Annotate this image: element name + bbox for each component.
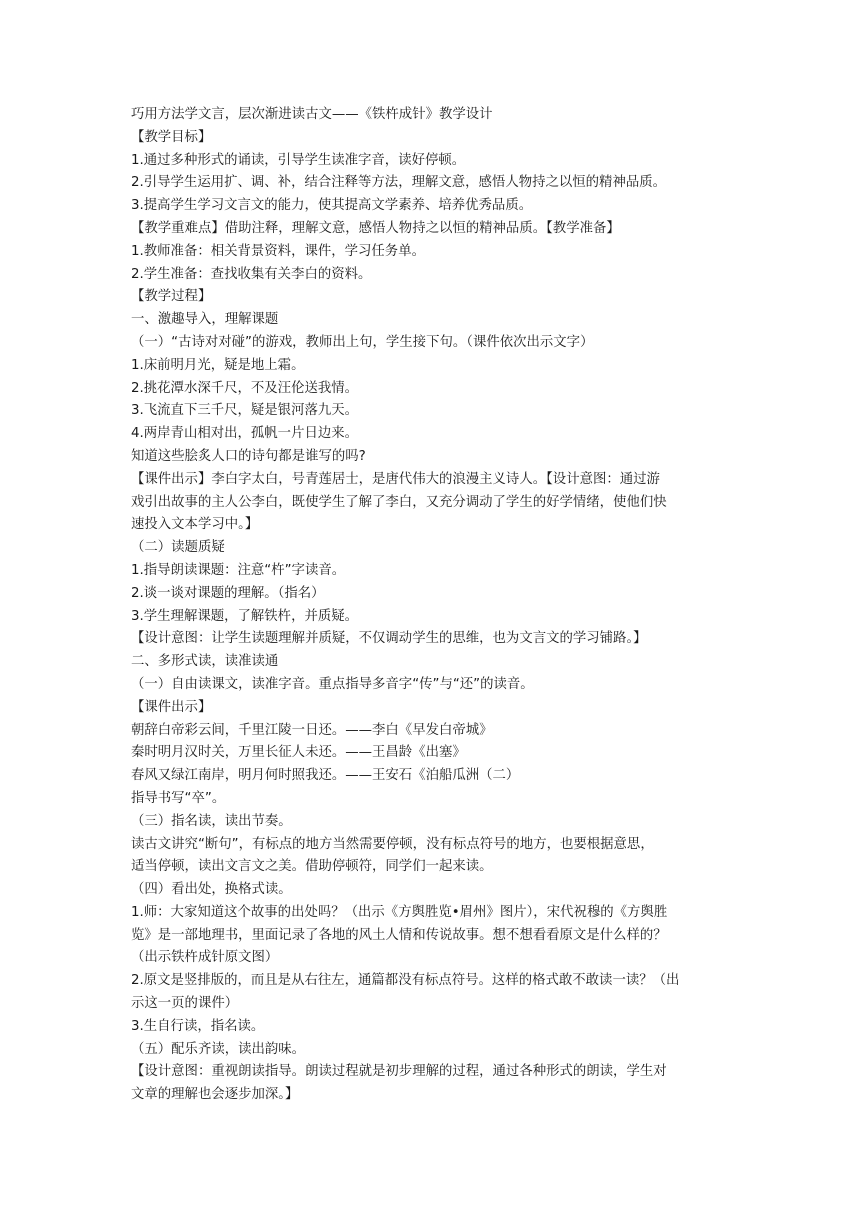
- text-line: 3.学生理解课题，了解铁杵，并质疑。: [131, 608, 359, 624]
- text-line: 朝辞白帝彩云间，千里江陵一日还。——李白《早发白帝城》: [131, 722, 493, 738]
- text-line: 2.谈一谈对课题的理解。（指名）: [131, 585, 325, 601]
- text-line: 一、激趣导入，理解课题: [131, 312, 279, 328]
- text-line: 适当停顿，读出文言文之美。借助停顿符，同学们一起来读。: [131, 859, 493, 875]
- text-line: （三）指名读，读出节奏。: [131, 813, 292, 829]
- text-line: （一）“古诗对对碰”的游戏，教师出上句，学生接下句。（课件依次出示文字）: [131, 334, 594, 350]
- text-line: 【课件出示】: [131, 699, 212, 715]
- text-line: 1.通过多种形式的诵读，引导学生读准字音，读好停顿。: [131, 152, 466, 168]
- document-body: [131, 104, 731, 1107]
- text-line: （出示铁杵成针原文图）: [131, 950, 279, 966]
- section-heading-process: 【教学过程】: [131, 289, 212, 305]
- text-line: 文章的理解也会逐步加深。】: [131, 1087, 299, 1103]
- text-line: （一）自由读课文，读准字音。重点指导多音字“传”与“还”的读音。: [131, 676, 534, 692]
- text-line: 【设计意图：让学生读题理解并质疑，不仅调动学生的思维，也为文言文的学习铺路。】: [131, 631, 647, 647]
- text-line: 二、多形式读，读准读通: [131, 654, 279, 670]
- text-line: 【设计意图：重视朗读指导。朗读过程就是初步理解的过程，通过各种形式的朗读，学生对: [131, 1064, 667, 1080]
- text-line: 读古文讲究“断句”，有标点的地方当然需要停顿，没有标点符号的地方，也要根据意思，: [131, 836, 654, 852]
- text-line: 3.生自行读，指名读。: [131, 1018, 265, 1034]
- text-line: 1.师：大家知道这个故事的出处吗？（出示《方舆胜览•眉州》图片），宋代祝穆的《方舆胜: [131, 904, 668, 920]
- text-line: 【课件出示】李白字太白，号青莲居士，是唐代伟大的浪漫主义诗人。【设计意图：通过游: [131, 471, 660, 487]
- text-line: 览》是一部地理书，里面记录了各地的风土人情和传说故事。想不想看看原文是什么样的？: [131, 927, 667, 943]
- text-line: 【教学重难点】借助注释，理解文意，感悟人物持之以恒的精神品质。【教学准备】: [131, 220, 620, 236]
- text-line: 秦时明月汉时关，万里长征人未还。——王昌龄《出塞》: [131, 745, 466, 761]
- text-line: 2.学生准备：查找收集有关李白的资料。: [131, 266, 372, 282]
- text-line: （四）看出处，换格式读。: [131, 882, 292, 898]
- text-line: 3.飞流直下三千尺，疑是银河落九天。: [131, 403, 359, 419]
- text-line: 速投入文本学习中。】: [131, 517, 259, 533]
- text-line: 春风又绿江南岸，明月何时照我还。——王安石《泊船瓜洲（二）: [131, 768, 520, 784]
- text-line: （五）配乐齐读，读出韵味。: [131, 1041, 306, 1057]
- text-line: 2.挑花潭水深千尺，不及汪伦送我情。: [131, 380, 359, 396]
- document-title: 巧用方法学文言，层次渐进读古文——《铁杵成针》教学设计: [131, 107, 493, 122]
- text-line: 知道这些脍炙人口的诗句都是谁写的吗?: [131, 448, 366, 464]
- text-line: 1.指导朗读课题：注意“杵”字读音。: [131, 562, 346, 578]
- text-line: 3.提高学生学习文言文的能力，使其提高文学素养、培养优秀品质。: [131, 198, 533, 214]
- section-heading-objectives: 【教学目标】: [131, 129, 212, 145]
- text-line: 2.引导学生运用扩、调、补，结合注释等方法，理解文意，感悟人物持之以恒的精神品质。: [131, 175, 667, 191]
- text-line: 指导书写“卒”。: [131, 790, 226, 806]
- text-line: 戏引出故事的主人公李白，既使学生了解了李白，又充分调动了学生的好学情绪，使他们快: [131, 494, 667, 510]
- text-line: 4.两岸青山相对出，孤帆一片日边来。: [131, 426, 359, 442]
- text-line: 2.原文是竖排版的，而且是从右往左，通篇都没有标点符号。这样的格式敢不敢读一读？（出: [131, 973, 680, 989]
- text-line: 1.教师准备：相关背景资料，课件，学习任务单。: [131, 243, 425, 259]
- text-line: 示这一页的课件）: [131, 996, 239, 1012]
- text-line: （二）读题质疑: [131, 540, 225, 556]
- text-line: 1.床前明月光，疑是地上霜。: [131, 357, 305, 373]
